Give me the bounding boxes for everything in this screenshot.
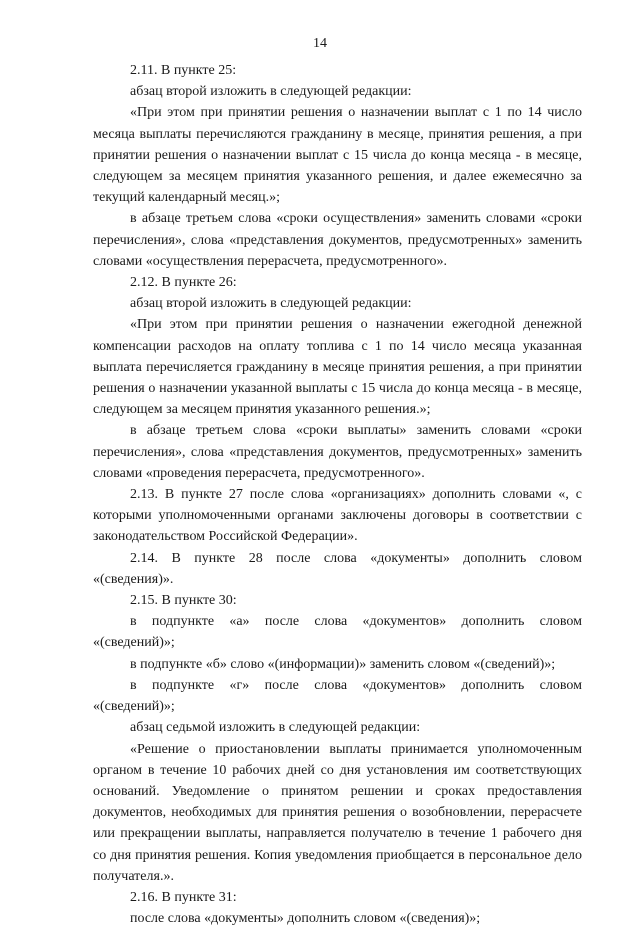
paragraph: в подпункте «б» слово «(информации)» заменить словом «(сведений)»;: [130, 656, 556, 672]
section-heading-2-11: 2.11. В пункте 25:: [130, 63, 237, 78]
quoted-paragraph: «При этом при принятии решения о назначении ежегодной денежной компенсации расходов на оплату топлива с 1 по 14 число месяца указанная выплата перечисляется гражданину в месяце принятия решения, а при принятии решения о назначении указанной выплаты с 15 числа до конца месяца - в месяце, следующем за месяцем принятия указанного решения.»;: [93, 317, 582, 418]
section-heading-2-12: 2.12. В пункте 26:: [130, 275, 237, 291]
paragraph: в абзаце третьем слова «сроки осуществления» заменить словами «сроки перечисления», слова «представления документов, предусмотренных» заменить словами «осуществления перерасчета, предусмотренного».: [93, 211, 582, 269]
document-body: [93, 60, 582, 929]
paragraph: в подпункте «а» после слова «документов» дополнить словом «(сведений)»;: [93, 614, 582, 651]
paragraph: абзац второй изложить в следующей редакции:: [130, 84, 412, 100]
section-2-13: 2.13. В пункте 27 после слова «организациях» дополнить словами «, с которыми уполномоченными органами заключены договоры в соответствии с законодательством Российской Федерации».: [93, 487, 582, 545]
quoted-paragraph: «При этом при принятии решения о назначении выплат с 1 по 14 число месяца выплаты перечисляются гражданину в месяце, принятия решения, а при принятии решения о назначении выплат с 15 числа до конца месяца - в месяце, следующем за месяцем принятия указанного решения, и далее ежемесячно за текущий календарный месяц.»;: [93, 105, 582, 206]
paragraph: после слова «документы» дополнить словом «(сведения)»;: [130, 911, 481, 927]
quoted-paragraph: «Решение о приостановлении выплаты принимается уполномоченным органом в течение 10 рабочих дней со дня установления им соответствующих оснований. Уведомление о принятом решении и сроках предоставления документов, необходимых для принятия решения о возобновлении, перерасчете или прекращении выплаты, направляется получателю в течение 1 рабочего дня со дня принятия решения. Копия уведомления приобщается в персональное дело получателя.».: [93, 741, 582, 884]
paragraph: абзац второй изложить в следующей редакции:: [130, 296, 412, 312]
paragraph: в подпункте «г» после слова «документов» дополнить словом «(сведений)»;: [93, 677, 582, 715]
section-heading-2-16: 2.16. В пункте 31:: [130, 889, 237, 905]
paragraph: абзац седьмой изложить в следующей редакции:: [130, 720, 421, 736]
section-2-14: 2.14. В пункте 28 после слова «документы» дополнить словом «(сведения)».: [93, 550, 582, 587]
section-heading-2-15: 2.15. В пункте 30:: [130, 593, 237, 609]
paragraph: в абзаце третьем слова «сроки выплаты» заменить словами «сроки перечисления», слова «представления документов, предусмотренных» заменить словами «проведения перерасчета, предусмотренного».: [93, 423, 582, 481]
page-number: 14: [313, 36, 327, 51]
